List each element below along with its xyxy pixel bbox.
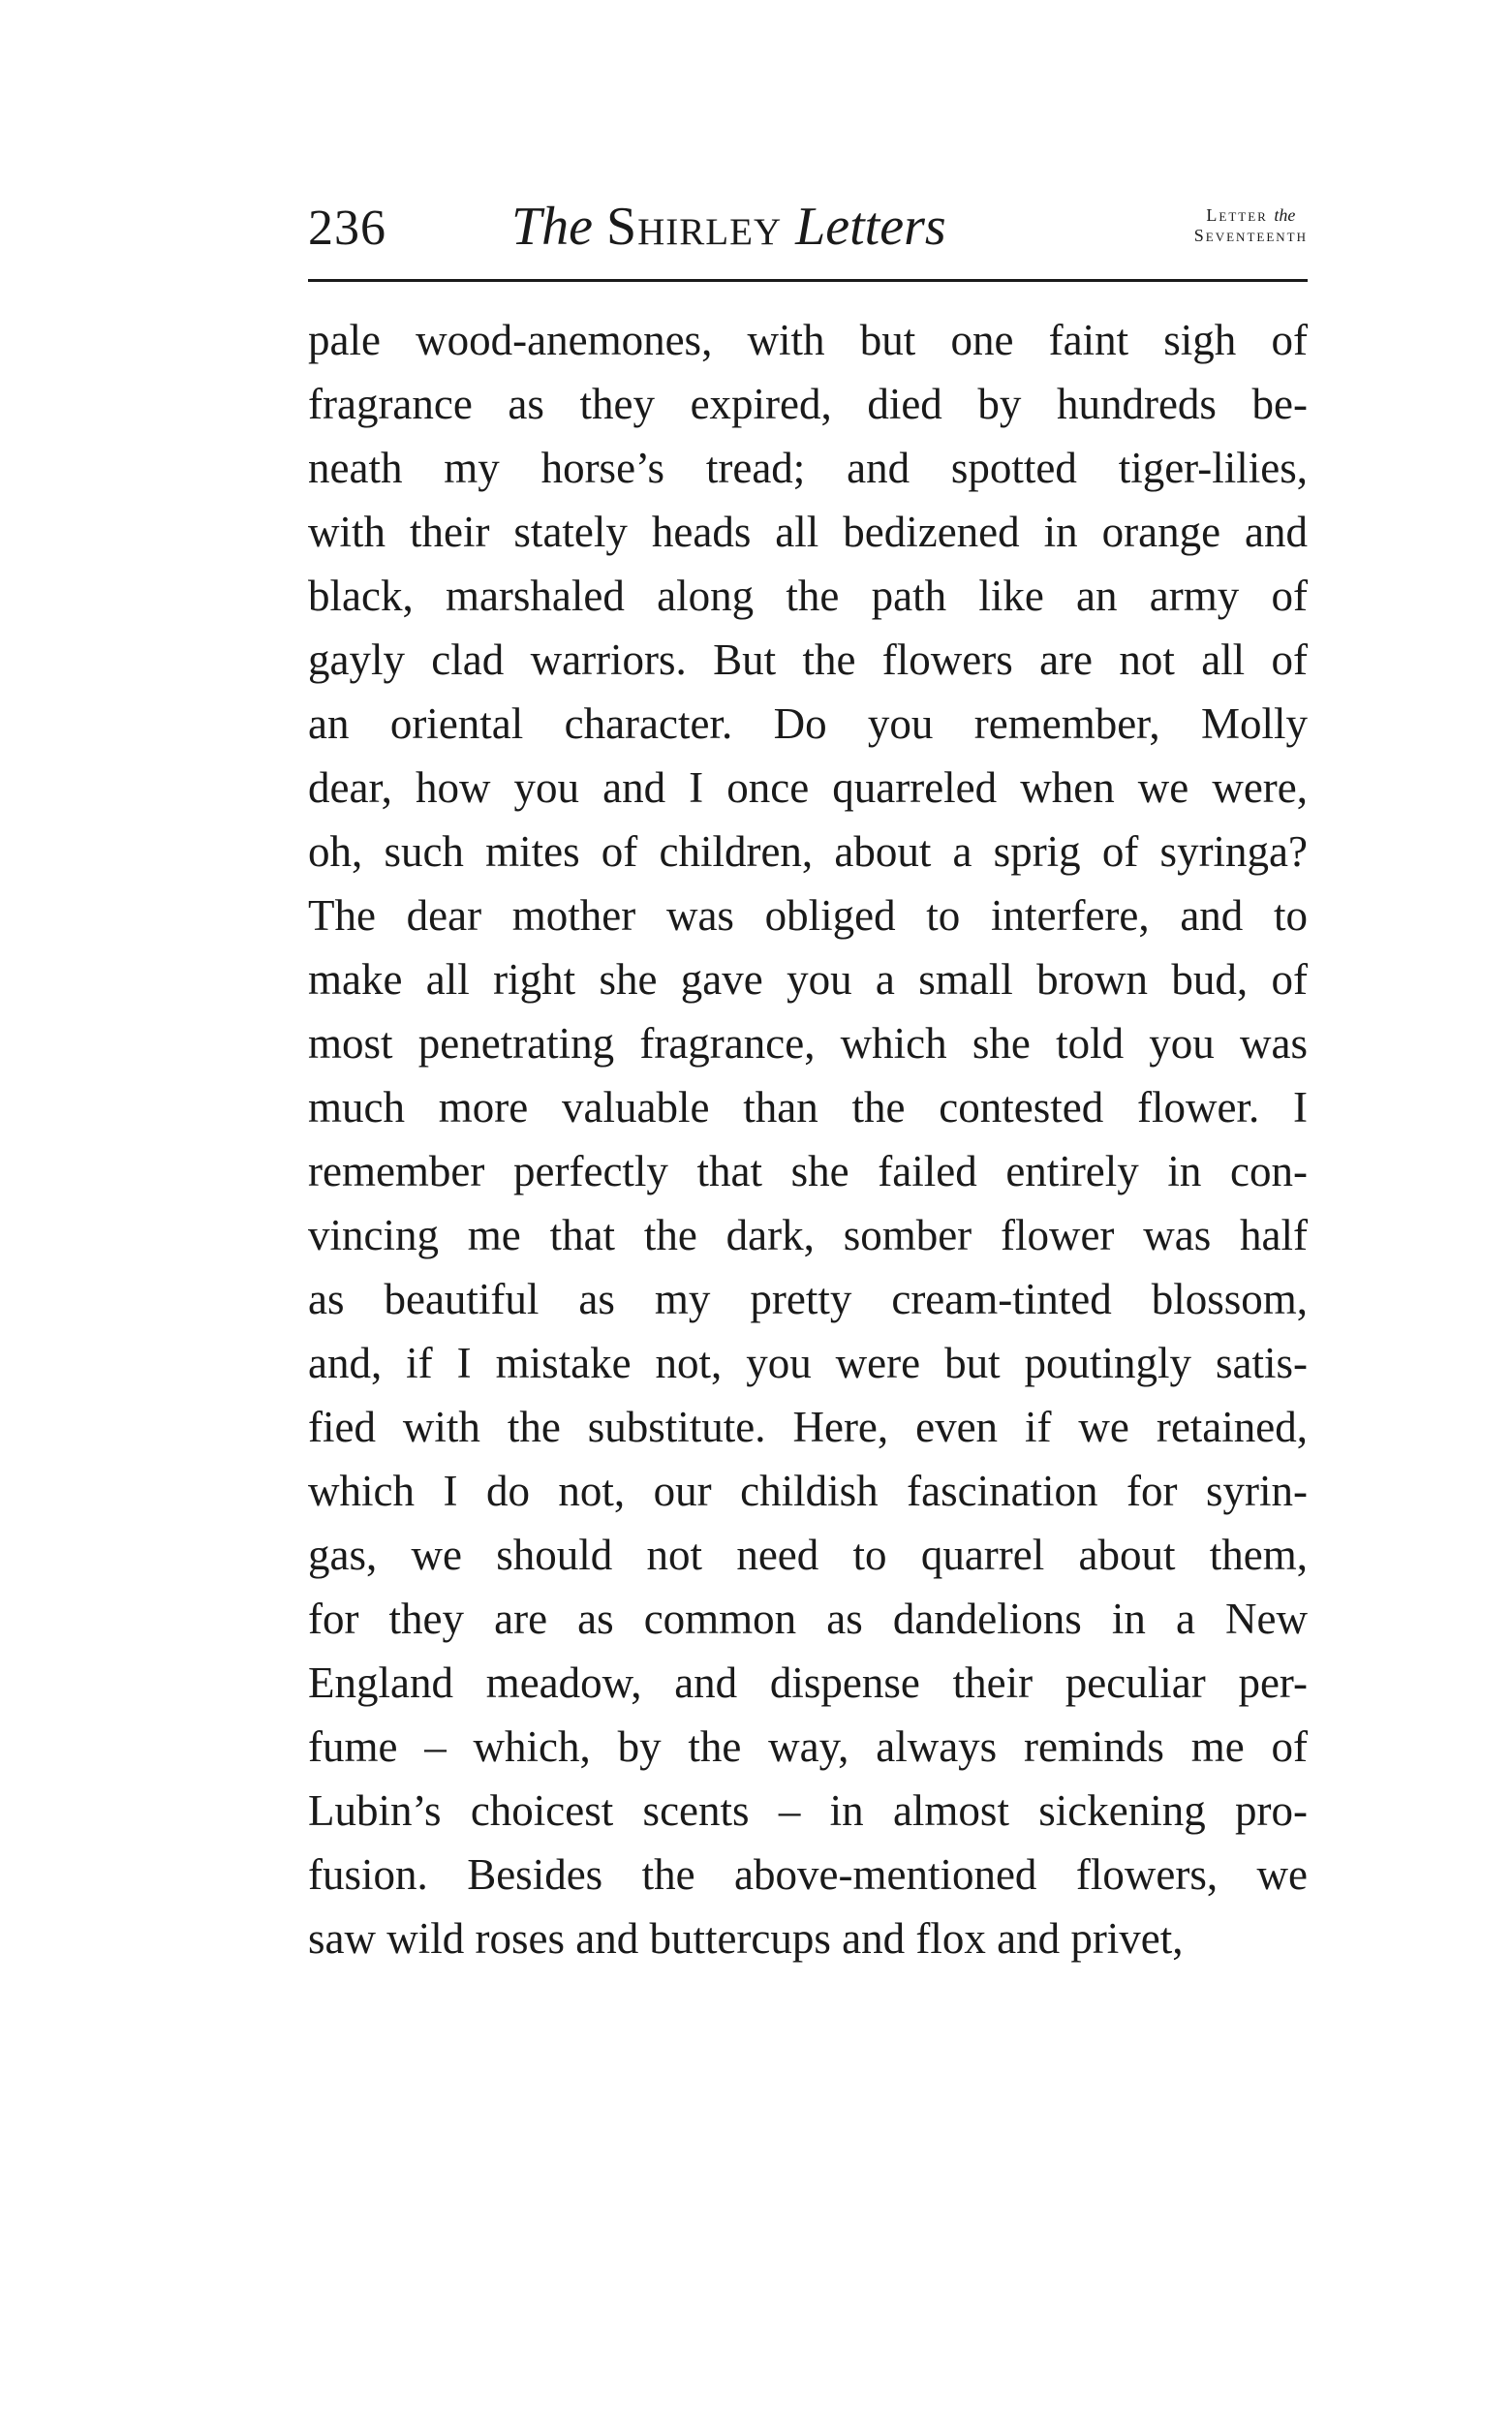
section-label-seventeenth: Seventeenth	[1193, 226, 1308, 245]
body-line: which I do not, our childish fascination for syrin-	[308, 1467, 1308, 1515]
page-number: 236	[308, 201, 386, 256]
body-line: Lubin’s choicest scents – in almost sickening pro-	[308, 1786, 1308, 1835]
section-label-letter: Letter	[1206, 205, 1268, 225]
body-line: dear, how you and I once quarreled when we were,	[308, 763, 1308, 812]
running-title	[511, 196, 946, 258]
body-line: The dear mother was obliged to interfere, and to	[308, 891, 1308, 940]
body-line: England meadow, and dispense their peculiar per-	[308, 1658, 1308, 1707]
body-line: neath my horse’s tread; and spotted tiger-lilies,	[308, 444, 1308, 492]
body-line: fragrance as they expired, died by hundreds be-	[308, 380, 1308, 428]
body-line: and, if I mistake not, you were but poutingly satis-	[308, 1339, 1308, 1387]
running-title-the: The	[511, 197, 593, 257]
section-label-line-1	[1194, 205, 1308, 226]
body-line: with their stately heads all bedizened in orange and	[308, 508, 1308, 556]
running-title-shirley: Shirley	[606, 197, 783, 257]
body-line: most penetrating fragrance, which she told you was	[308, 1019, 1308, 1068]
body-line: gas, we should not need to quarrel about them,	[308, 1531, 1308, 1579]
running-title-letters: Letters	[795, 197, 946, 257]
body-line: as beautiful as my pretty cream-tinted blossom,	[308, 1275, 1308, 1323]
body-line: make all right she gave you a small brown bud, of	[308, 955, 1308, 1004]
body-line: vincing me that the dark, somber flower was half	[308, 1211, 1308, 1259]
body-line: oh, such mites of children, about a sprig of syringa?	[308, 827, 1308, 876]
body-line: black, marshaled along the path like an army of	[308, 572, 1308, 620]
body-line: pale wood-anemones, with but one faint sigh of	[308, 316, 1308, 364]
body-line: gayly clad warriors. But the flowers are not all of	[308, 636, 1308, 684]
body-line: remember perfectly that she failed entirely in con-	[308, 1147, 1308, 1195]
body-line: fusion. Besides the above-mentioned flowers, we	[308, 1850, 1308, 1899]
section-label-the: the	[1274, 205, 1296, 225]
body-line: much more valuable than the contested flower. I	[308, 1083, 1308, 1132]
body-line: fied with the substitute. Here, even if we retained,	[308, 1403, 1308, 1451]
body-line: fume – which, by the way, always reminds me of	[308, 1722, 1308, 1771]
body-line: for they are as common as dandelions in a New	[308, 1595, 1308, 1643]
body-line: an oriental character. Do you remember, Molly	[308, 699, 1308, 748]
header-rule	[308, 279, 1308, 282]
section-label	[1194, 205, 1308, 246]
body-line: saw wild roses and buttercups and flox and privet,	[308, 1914, 1184, 1963]
body-text	[308, 308, 1308, 1970]
page-header	[308, 192, 1308, 281]
